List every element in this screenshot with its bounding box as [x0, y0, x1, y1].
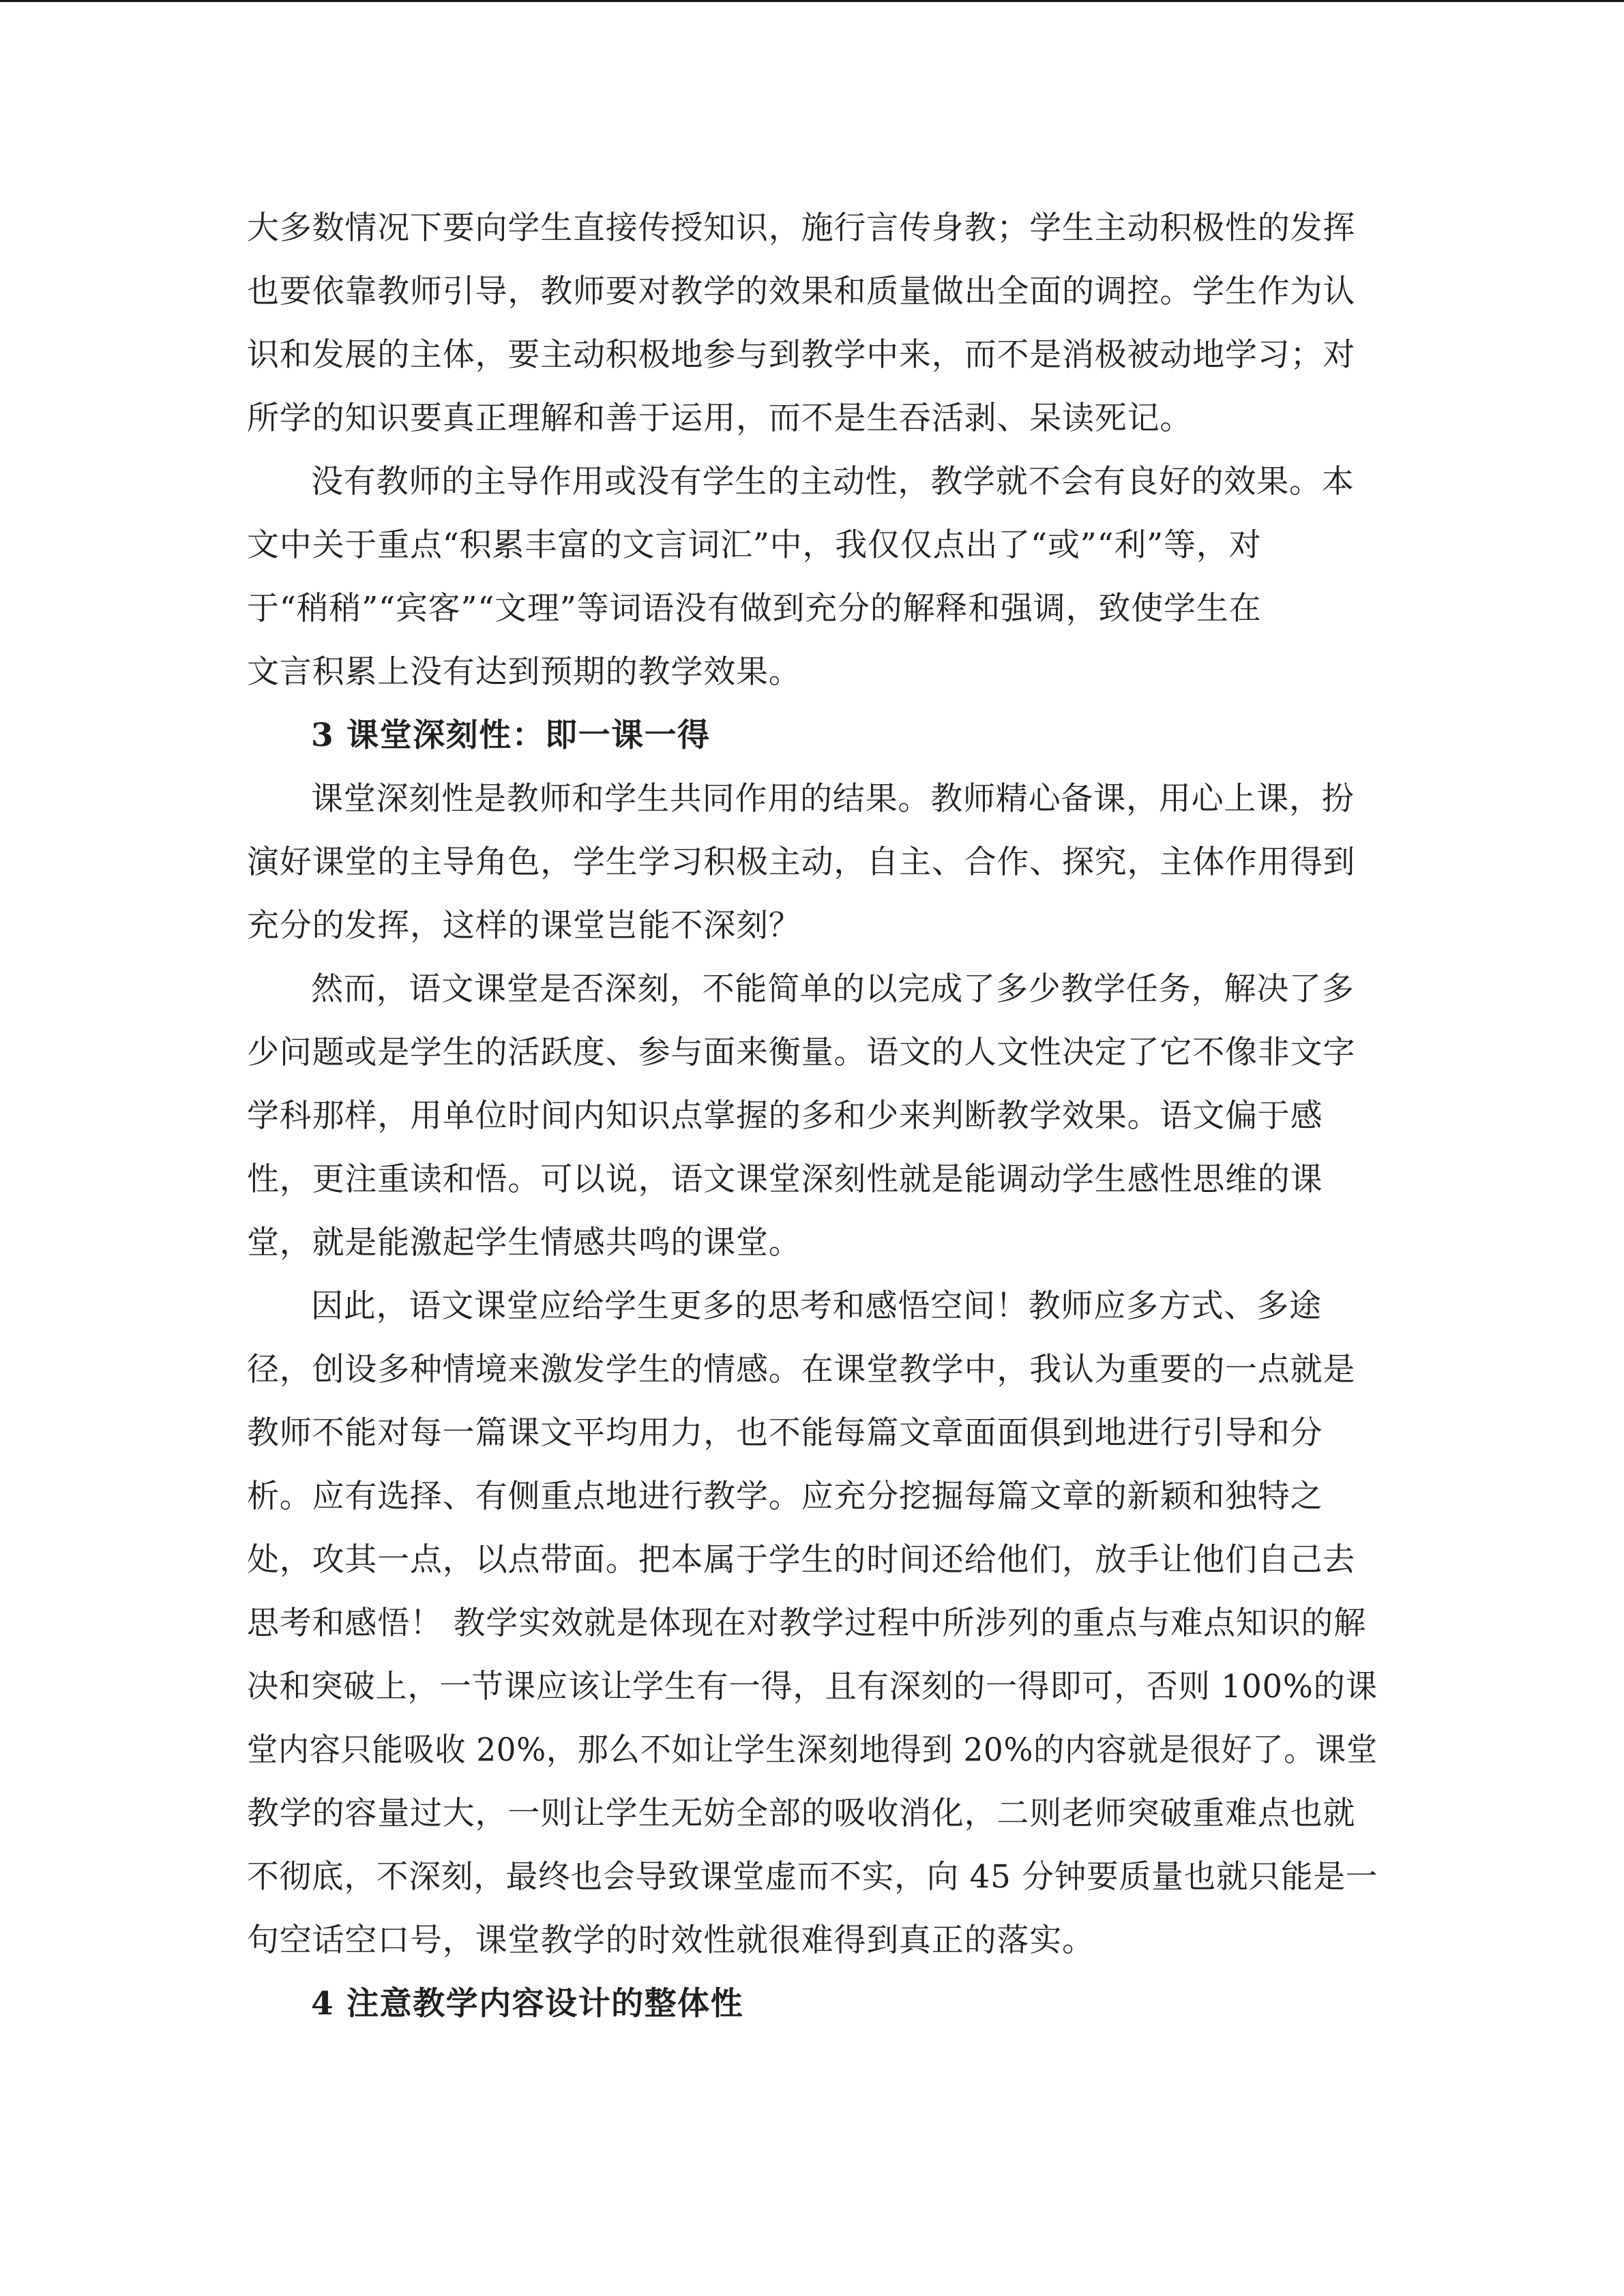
- body-text-line: 堂，就是能激起学生情感共鸣的课堂。: [247, 1224, 801, 1262]
- body-text-line: 教学的容量过大，一则让学生无妨全部的吸收消化，二则老师突破重难点也就: [247, 1795, 1356, 1832]
- body-text-line: 句空话空口号，课堂教学的时效性就很难得到真正的落实。: [247, 1922, 1095, 1959]
- body-text-line: 学科那样，用单位时间内知识点掌握的多和少来判断教学效果。语文偏于感: [247, 1097, 1323, 1135]
- body-text-line: 充分的发挥，这样的课堂岂能不深刻？: [247, 907, 801, 944]
- body-text-line: 大多数情况下要向学生直接传授知识，施行言传身教；学生主动积极性的发挥: [247, 209, 1356, 247]
- body-text-line: 然而，语文课堂是否深刻，不能简单的以完成了多少教学任务，解决了多: [311, 970, 1355, 1008]
- body-text-line: 教师不能对每一篇课文平均用力，也不能每篇文章面面俱到地进行引导和分: [247, 1414, 1323, 1452]
- body-text-line: 少问题或是学生的活跃度、参与面来衡量。语文的人文性决定了它不像非文字: [247, 1034, 1356, 1071]
- body-text-line: 识和发展的主体，要主动积极地参与到教学中来，而不是消极被动地学习；对: [247, 336, 1356, 374]
- body-text-line: 所学的知识要真正理解和善于运用，而不是生吞活剥、呆读死记。: [247, 400, 1193, 437]
- body-text-line: 因此，语文课堂应给学生更多的思考和感悟空间！教师应多方式、多途: [311, 1287, 1322, 1325]
- body-text-line: 也要依靠教师引导，教师要对教学的效果和质量做出全面的调控。学生作为认: [247, 273, 1356, 310]
- body-text-line: 课堂深刻性是教师和学生共同作用的结果。教师精心备课，用心上课，扮: [311, 780, 1355, 818]
- top-border: [0, 0, 1624, 2]
- body-text-line: 堂内容只能吸收 20%，那么不如让学生深刻地得到 20%的内容就是很好了。课堂: [247, 1731, 1378, 1769]
- body-text-line: 径，创设多种情境来激发学生的情感。在课堂教学中，我认为重要的一点就是: [247, 1351, 1356, 1388]
- body-text-line: 没有教师的主导作用或没有学生的主动性，教学就不会有良好的效果。本: [311, 463, 1355, 501]
- body-text-line: 文言积累上没有达到预期的教学效果。: [247, 653, 801, 691]
- section-heading-3: 3 课堂深刻性：即一课一得: [311, 717, 711, 754]
- body-text-line: 于“稍稍”“宾客”“文理”等词语没有做到充分的解释和强调，致使学生在: [247, 590, 1262, 627]
- body-text-line: 析。应有选择、有侧重点地进行教学。应充分挖掘每篇文章的新颖和独特之: [247, 1478, 1323, 1515]
- section-heading-4: 4 注意教学内容设计的整体性: [311, 1985, 744, 2023]
- body-text-line: 处，攻其一点，以点带面。把本属于学生的时间还给他们，放手让他们自己去: [247, 1541, 1356, 1579]
- body-text-line: 文中关于重点“积累丰富的文言词汇”中，我仅仅点出了“或”“利”等，对: [247, 526, 1262, 564]
- body-text-line: 不彻底，不深刻，最终也会导致课堂虚而不实，向 45 分钟要质量也就只能是一: [247, 1858, 1378, 1896]
- body-text-line: 性，更注重读和悟。可以说，语文课堂深刻性就是能调动学生感性思维的课: [247, 1161, 1323, 1198]
- body-text-line: 决和突破上，一节课应该让学生有一得，且有深刻的一得即可，否则 100%的课: [247, 1668, 1378, 1705]
- body-text-line: 思考和感悟！ 教学实效就是体现在对教学过程中所涉列的重点与难点知识的解: [247, 1605, 1366, 1642]
- body-text-line: 演好课堂的主导角色，学生学习积极主动，自主、合作、探究，主体作用得到: [247, 844, 1356, 881]
